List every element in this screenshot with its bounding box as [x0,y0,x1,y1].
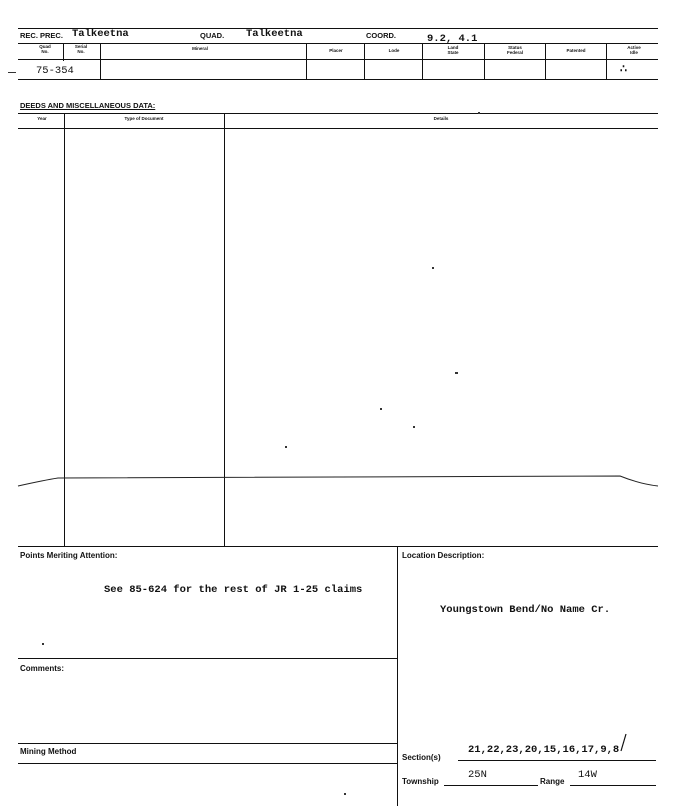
speck [478,112,480,114]
coord-value: 9.2, 4.1 [427,33,478,45]
col-lode: Lode [388,48,400,53]
coord-label: COORD. [366,31,396,40]
sections-value: 21,22,23,20,15,16,17,9,8 [468,744,620,756]
location-label: Location Description: [402,551,485,560]
township-underline [444,785,538,786]
col-land-state: Land State [447,45,459,55]
col-header-bottom [18,59,658,60]
speck [344,793,346,795]
active-mark: ∴ [620,63,627,75]
quad-label: QUAD. [200,31,225,40]
fold-line [0,470,678,494]
points-text: See 85-624 for the rest of JR 1-25 claims [104,584,363,596]
col-divider-6 [484,43,485,80]
col-quad-no: Quad No. [39,44,51,54]
col-divider-3 [306,43,307,80]
speck [413,426,415,428]
location-text: Youngstown Bend/No Name Cr. [440,604,611,616]
lower-center-divider [397,546,398,806]
rec-prec-value: Talkeetna [72,28,129,40]
quad-serial-value: 75-354 [36,65,74,77]
check-tick [618,733,630,753]
col-divider-5 [422,43,423,80]
deeds-title: DEEDS AND MISCELLANEOUS DATA: [20,101,156,110]
points-label: Points Meriting Attention: [20,551,118,560]
deeds-col-type: Type of Document [124,116,164,121]
deeds-top-line [18,113,658,114]
range-underline [570,785,656,786]
col-active: Active Idle [627,45,641,55]
mining-bottom-line [18,763,397,764]
mining-label: Mining Method [20,747,77,756]
quad-value: Talkeetna [246,28,303,40]
record-row-bottom [18,79,658,80]
sections-label: Section(s) [402,753,441,762]
speck [285,446,287,448]
col-serial-no: Serial No. [74,44,88,54]
range-label: Range [540,777,565,786]
range-value: 14W [578,769,597,781]
deeds-header-bottom [18,128,658,129]
header-line [18,43,658,44]
margin-dash [8,72,16,73]
col-patented: Patented [566,48,586,53]
col-status-federal: Status Federal [506,45,523,55]
deeds-col-year: Year [37,116,47,121]
col-divider-7 [545,43,546,80]
col-mineral: Mineral [192,46,208,51]
speck [42,643,44,645]
deeds-bottom-line [18,546,658,547]
col-placer: Placer [329,48,343,53]
mining-top-line [18,743,397,744]
col-divider-1 [63,43,64,61]
col-divider-4 [364,43,365,80]
sections-underline [458,760,656,761]
speck [380,408,382,410]
speck [455,372,458,374]
deeds-col-details: Details [433,116,449,121]
col-divider-8 [606,43,607,80]
speck [432,267,434,269]
township-label: Township [402,777,439,786]
comments-label: Comments: [20,664,65,673]
col-divider-2 [100,43,101,80]
comments-top-line [18,658,397,659]
township-value: 25N [468,769,487,781]
rec-prec-label: REC. PREC. [20,31,63,40]
